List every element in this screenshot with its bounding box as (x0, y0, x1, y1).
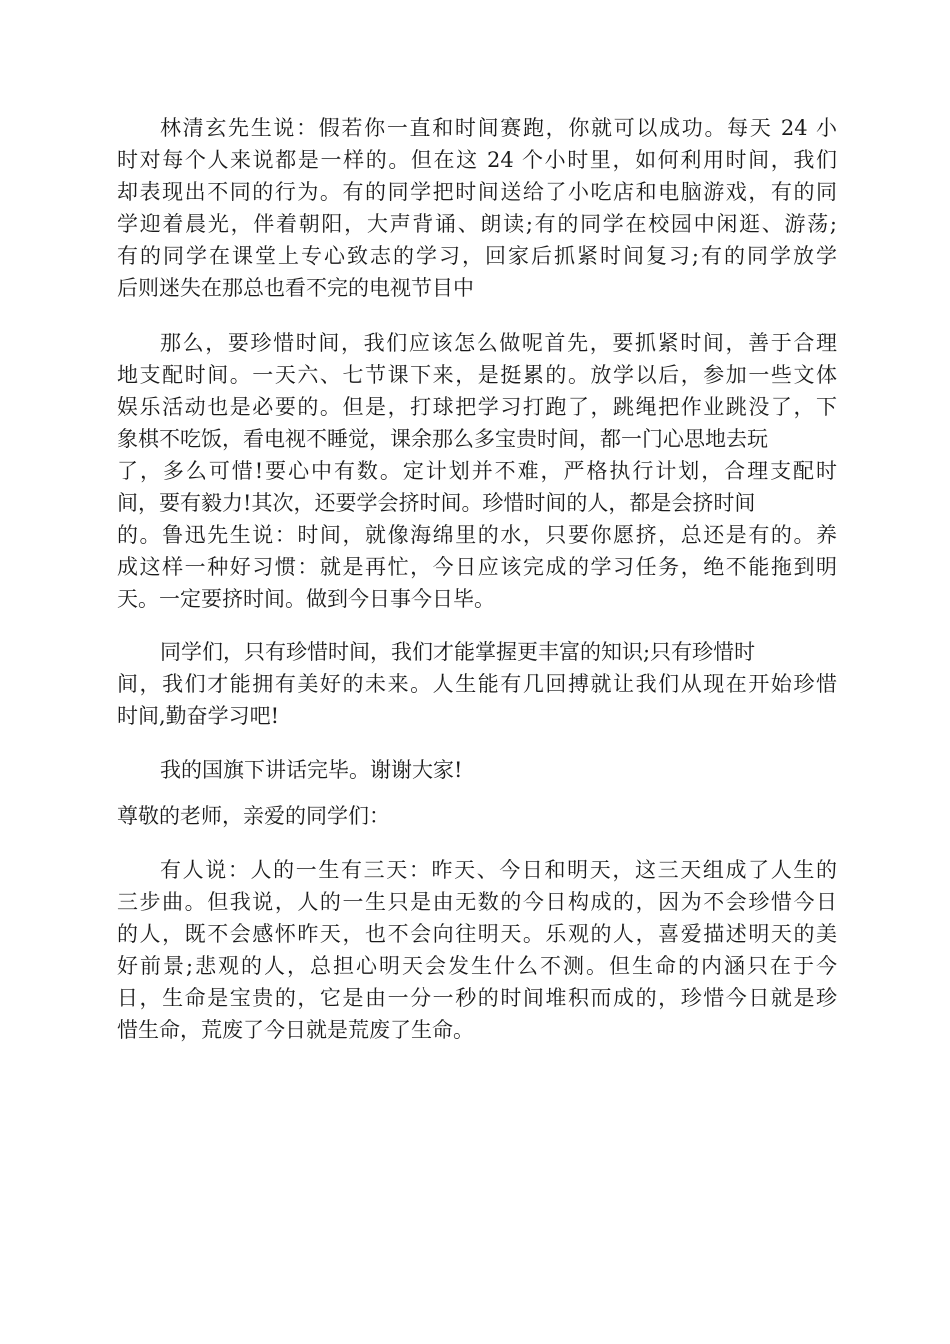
document-body (117, 112, 837, 1068)
text-line: 的人，既不会感怀昨天，也不会向往明天。乐观的人，喜爱描述明天的美 (117, 922, 837, 946)
text-line: 尊敬的老师，亲爱的同学们： (117, 804, 390, 828)
text-line: 三步曲。但我说，人的一生只是由无数的今日构成的，因为不会珍惜今日 (117, 890, 837, 914)
text-line: 那么，要珍惜时间，我们应该怎么做呢首先，要抓紧时间，善于合理 (160, 331, 837, 355)
text-line: 日，生命是宝贵的，它是由一分一秒的时间堆积而成的，珍惜今日就是珍 (117, 986, 837, 1010)
text-line: 有的同学在课堂上专心致志的学习，回家后抓紧时间复习;有的同学放学 (117, 244, 837, 268)
text-line: 有人说：人的一生有三天：昨天、今日和明天，这三天组成了人生的 (160, 858, 837, 882)
text-line: 我的国旗下讲话完毕。谢谢大家! (160, 758, 463, 782)
paragraph-2 (117, 327, 837, 615)
text-line: 学迎着晨光，伴着朝阳，大声背诵、朗读;有的同学在校园中闲逛、游荡; (117, 212, 837, 236)
text-line: 时对每个人来说都是一样的。但在这 24 个小时里，如何利用时间，我们 (117, 148, 837, 172)
text-line: 象棋不吃饭，看电视不睡觉，课余那么多宝贵时间，都一门心思地去玩 (117, 427, 768, 451)
paragraph-4 (117, 754, 837, 786)
paragraph-3 (117, 636, 837, 732)
text-line: 惜生命，荒废了今日就是荒废了生命。 (117, 1018, 474, 1042)
text-line: 间，我们才能拥有美好的未来。人生能有几回搏就让我们从现在开始珍惜 (117, 672, 837, 696)
text-line: 娱乐活动也是必要的。但是，打球把学习打跑了，跳绳把作业跳没了，下 (117, 395, 837, 419)
text-line: 林清玄先生说：假若你一直和时间赛跑，你就可以成功。每天 24 小 (160, 116, 837, 140)
text-line: 地支配时间。一天六、七节课下来，是挺累的。放学以后，参加一些文体 (117, 363, 837, 387)
text-line: 间，要有毅力!其次，还要学会挤时间。珍惜时间的人，都是会挤时间 (117, 491, 756, 515)
text-line: 了，多么可惜!要心中有数。定计划并不难，严格执行计划，合理支配时 (117, 459, 837, 483)
text-line: 的。鲁迅先生说：时间，就像海绵里的水，只要你愿挤，总还是有的。养 (117, 523, 837, 547)
text-line: 成这样一种好习惯：就是再忙，今日应该完成的学习任务，绝不能拖到明 (117, 555, 837, 579)
text-line: 好前景;悲观的人，总担心明天会发生什么不测。但生命的内涵只在于今 (117, 954, 837, 978)
text-line: 后则迷失在那总也看不完的电视节目中 (117, 276, 474, 300)
text-line: 同学们，只有珍惜时间，我们才能掌握更丰富的知识;只有珍惜时 (160, 640, 756, 664)
paragraph-1 (117, 112, 837, 304)
text-line: 天。一定要挤时间。做到今日事今日毕。 (117, 587, 495, 611)
text-line: 却表现出不同的行为。有的同学把时间送给了小吃店和电脑游戏，有的同 (117, 180, 837, 204)
text-line: 时间,勤奋学习吧! (117, 704, 280, 728)
salutation (117, 800, 837, 832)
paragraph-6 (117, 854, 837, 1046)
